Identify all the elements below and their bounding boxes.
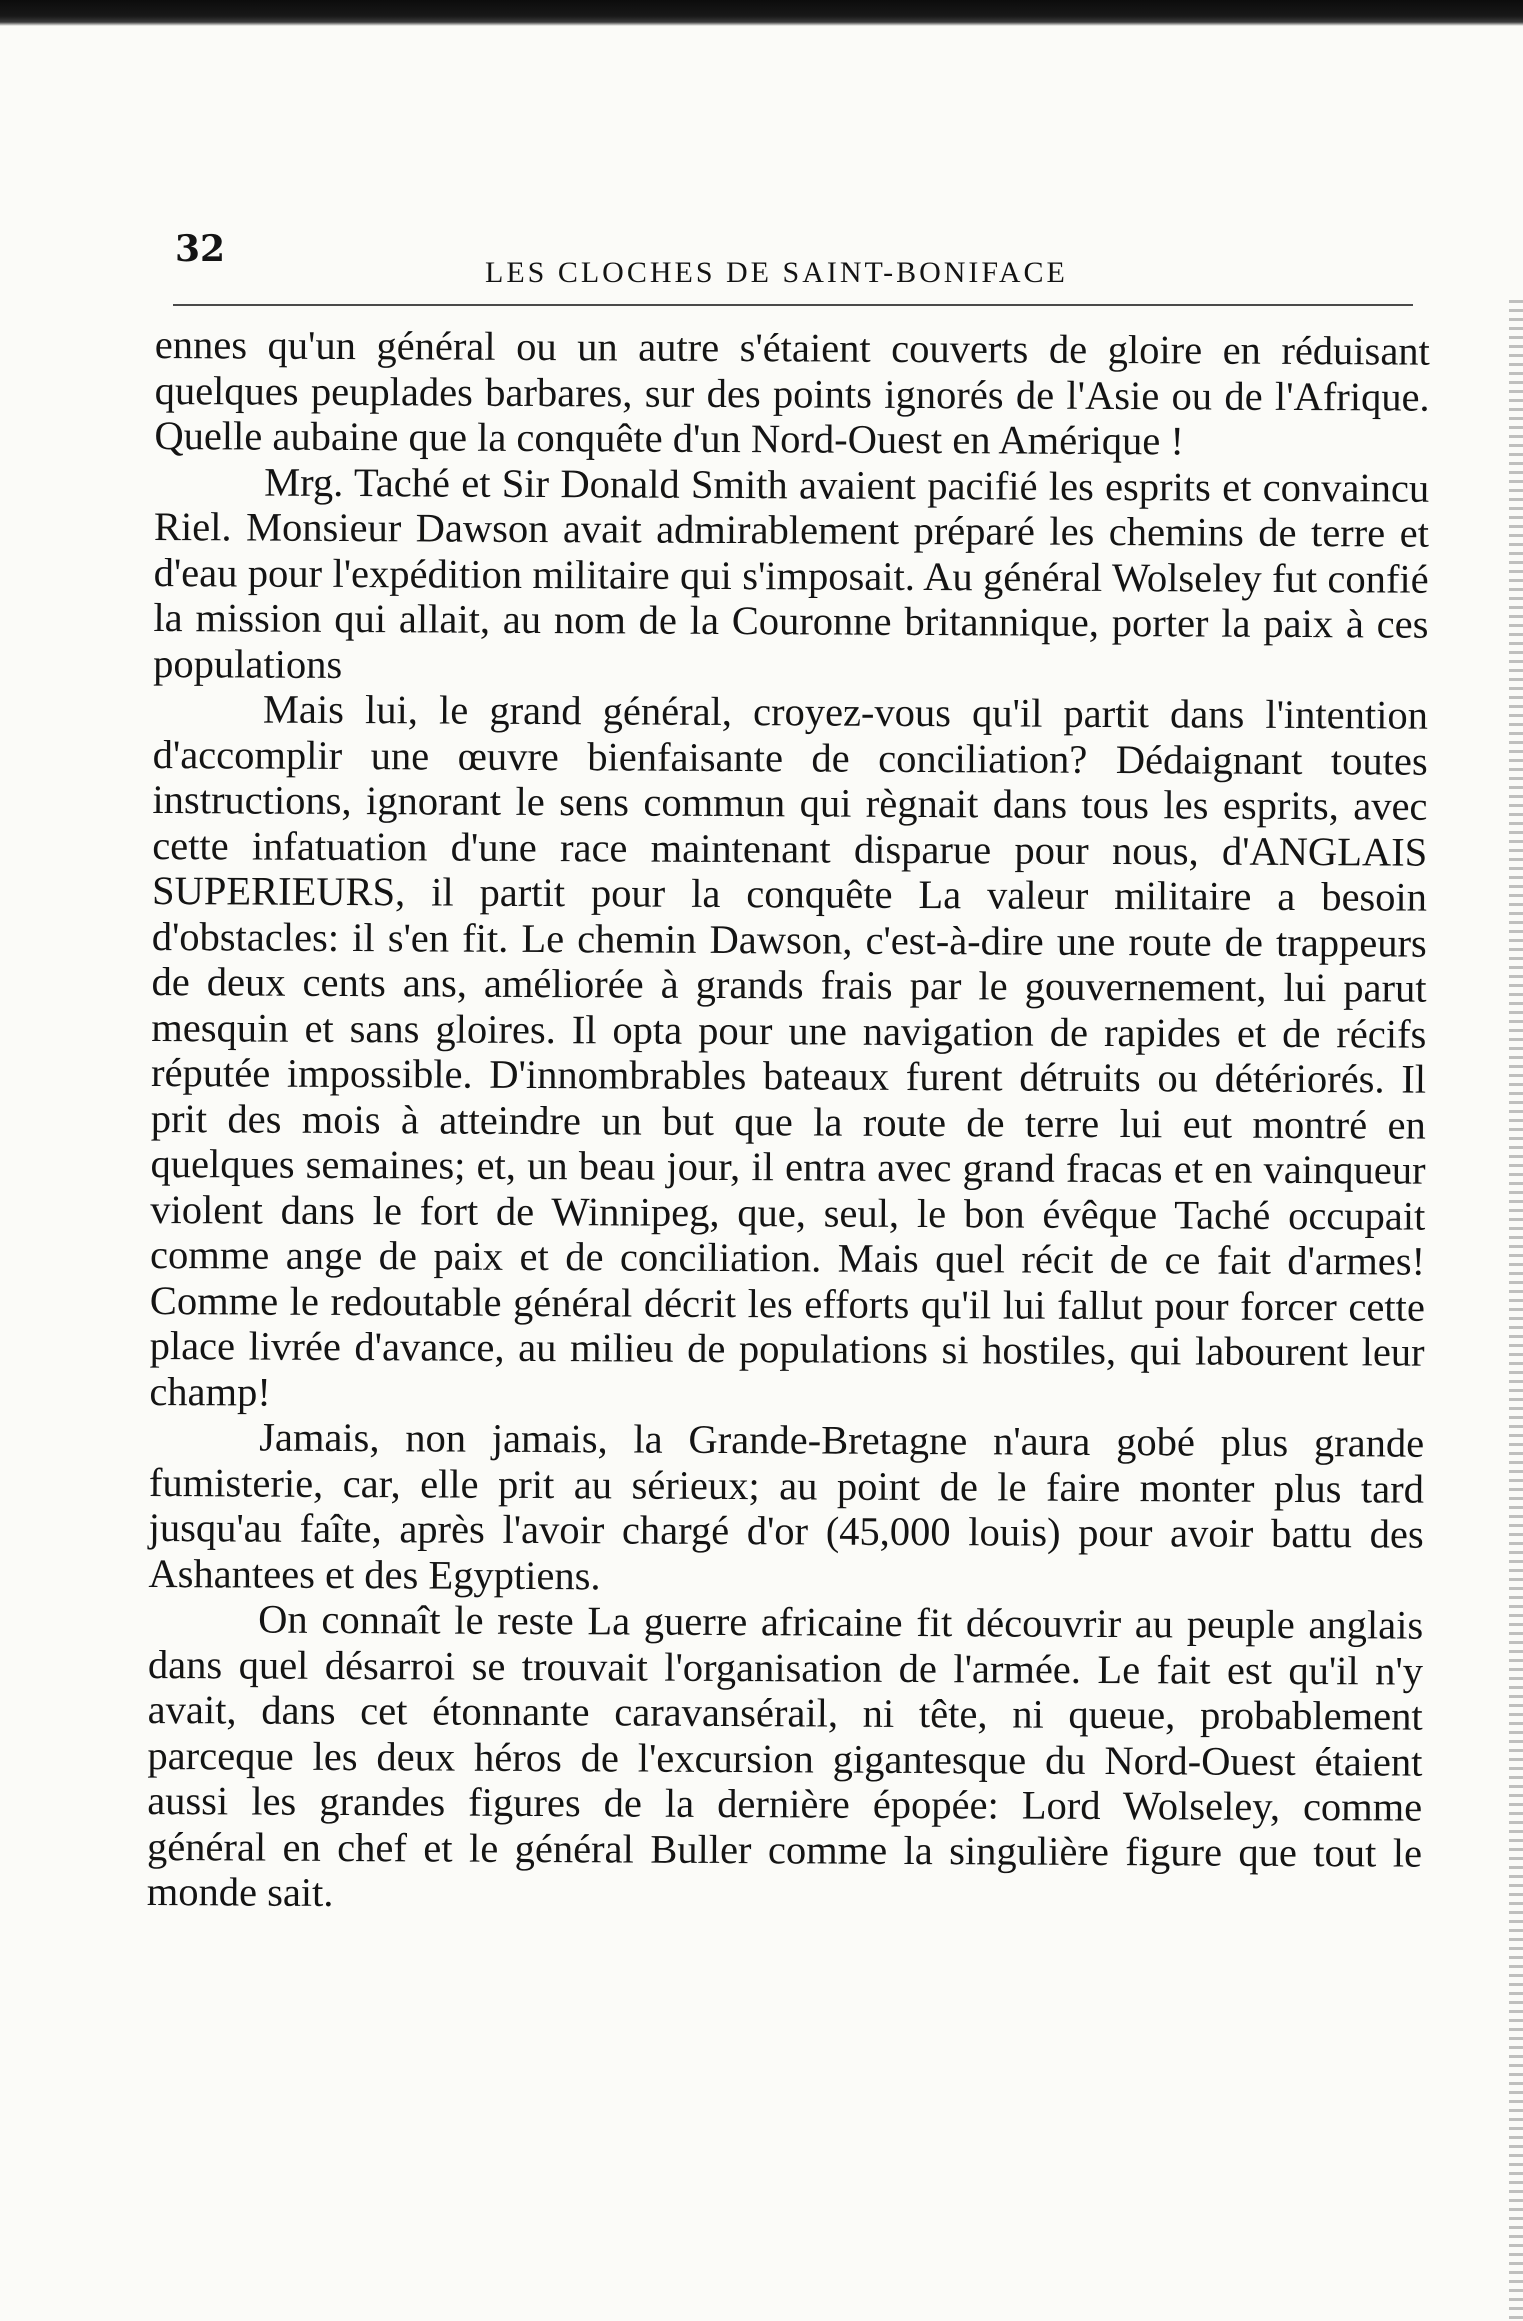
scan-right-edge <box>1509 300 1523 2321</box>
book-page <box>146 222 1430 1915</box>
paragraph-4: Jamais, non jamais, la Grande-Bretagne n'aura gobé plus grande fumisterie, car, elle prit au sérieux; au point de le faire monter plus tard jusqu'au faîte, après l'avoir chargé d'or (45,000 louis) pour avoir battu des Ashantees et des Egyptiens. <box>148 1414 1425 1598</box>
paragraph-1: ennes qu'un général ou un autre s'étaient couverts de gloire en réduisant quelques peuplades barbares, sur des points ignorés de l'Asie ou de l'Afrique. Quelle aubaine que la conquête d'un Nord-Ouest en Amérique ! <box>154 322 1430 464</box>
scan-top-edge <box>0 0 1523 26</box>
paragraph-3: Mais lui, le grand général, croyez-vous qu'il partit dans l'intention d'accomplir une œuvre bienfaisante de conciliation? Dédaignant toutes instructions, ignorant le sens commun qui règnait dans tous les esprits, avec cette infatuation d'une race maintenant disparue pour nous, d'ANGLAIS SUPERIEURS, il partit pour la conquête La valeur militaire a besoin d'obstacles: il s'en fit. Le chemin Dawson, c'est-à-dire une route de trappeurs de deux cents ans, améliorée à grands frais par le gouvernement, lui parut mesquin et sans gloires. Il opta pour une navigation de rapides et de récifs réputée impossible. D'innombrables bateaux furent détruits ou détériorés. Il prit des mois à atteindre un but que la route de terre lui eut montré en quelques semaines; et, un beau jour, il entra avec grand fracas et en vainqueur violent dans le fort de Winnipeg, que, seul, le bon évêque Taché occupait comme ange de paix et de conciliation. Mais quel récit de ce fait d'armes! Comme le redoutable général décrit les efforts qu'il lui fallut pour forcer cette place livrée d'avance, au milieu de populations si hostiles, qui labourent leur champ! <box>149 686 1429 1415</box>
running-title: LES CLOCHES DE SAINT-BONIFACE <box>485 256 1068 289</box>
paragraph-2: Mrg. Taché et Sir Donald Smith avaient pacifié les esprits et convaincu Riel. Monsieur Dawson avait admirablement préparé les chemins de terre et d'eau pour l'expédition militaire qui s'imposait. Au général Wolseley fut confié la mission qui allait, au nom de la Couronne britannique, porter la paix à ces populations <box>153 459 1430 687</box>
body-text <box>147 322 1430 1921</box>
running-header <box>155 222 1430 292</box>
paragraph-5: On connaît le reste La guerre africaine fit découvrir au peuple anglais dans quel désarroi se trouvait l'organisation de l'armée. Le fait est qu'il n'y avait, dans cet étonnante caravansérail, ni tête, ni queue, probablement parceque les deux héros de l'excursion gigantesque du Nord-Ouest étaient aussi les grandes figures de la dernière épopée: Lord Wolseley, comme général en chef et le général Buller comme la singulière figure que tout le monde sait. <box>146 1596 1424 1915</box>
header-rule <box>173 304 1413 306</box>
page-number: 32 <box>175 228 226 270</box>
